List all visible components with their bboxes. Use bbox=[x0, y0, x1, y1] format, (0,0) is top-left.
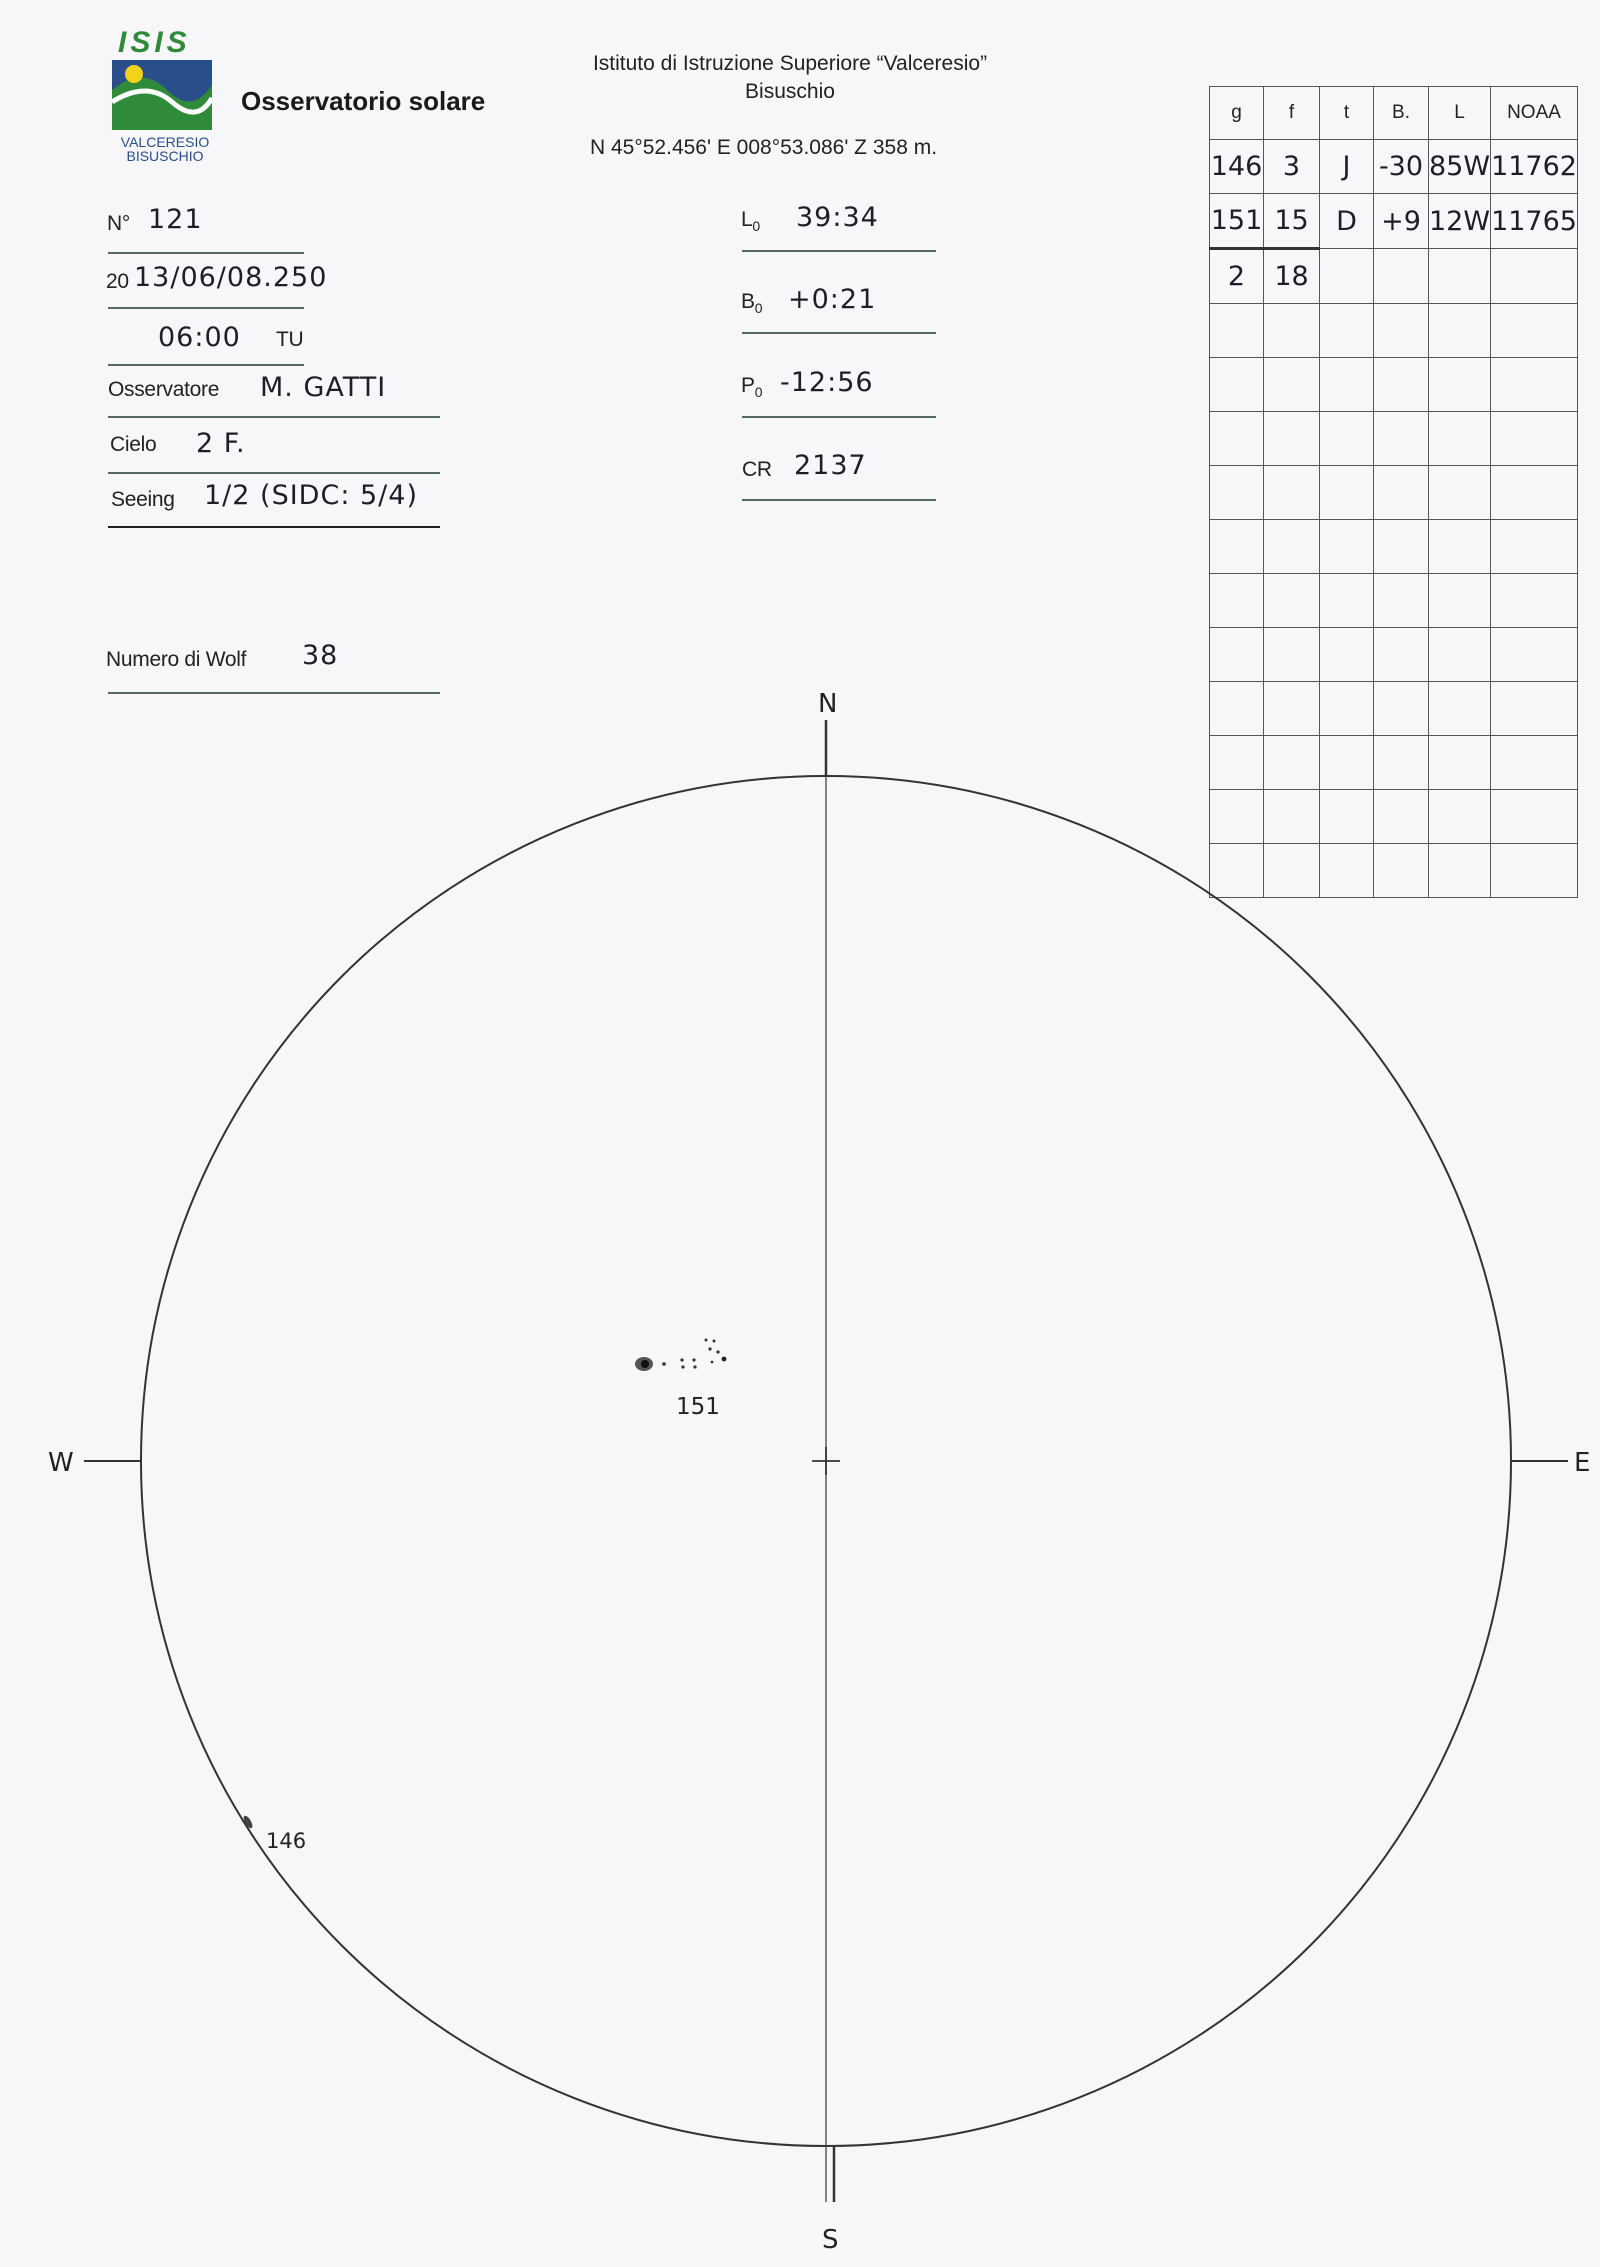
table-cell: 2 bbox=[1210, 249, 1264, 304]
table-cell: J bbox=[1320, 140, 1374, 194]
p0-letter: P bbox=[741, 374, 755, 397]
number-value: 121 bbox=[148, 204, 203, 235]
north-label: N bbox=[818, 689, 838, 719]
table-cell: -30 bbox=[1374, 140, 1429, 194]
time-unit: TU bbox=[276, 328, 304, 351]
sunspot-group-151 bbox=[635, 1339, 726, 1372]
table-cell: 151 bbox=[1210, 194, 1264, 249]
institute-town: Bisuschio bbox=[745, 80, 835, 103]
observatory-coordinates: N 45°52.456' E 008°53.086' Z 358 m. bbox=[590, 136, 938, 159]
carrington-label: CR bbox=[742, 458, 772, 481]
sunspot-pore bbox=[693, 1365, 696, 1368]
time-value: 06:00 bbox=[158, 322, 241, 353]
date-value: 13/06/08.250 bbox=[134, 262, 328, 293]
sky-value: 2 F. bbox=[196, 428, 246, 459]
table-cell: 18 bbox=[1264, 249, 1320, 304]
observer-label: Osservatore bbox=[108, 378, 220, 401]
table-header-cell: L bbox=[1429, 87, 1491, 140]
table-header-cell: NOAA bbox=[1491, 87, 1578, 140]
logo-caption-line1: VALCERESIO bbox=[120, 134, 210, 150]
table-cell: +9 bbox=[1374, 194, 1429, 249]
b0-subscript: 0 bbox=[754, 300, 763, 317]
observatory-title: Osservatorio solare bbox=[241, 86, 486, 116]
table-cell: D bbox=[1320, 194, 1374, 249]
south-label: S bbox=[822, 2225, 839, 2255]
sunspot-pore bbox=[722, 1357, 727, 1362]
seeing-value: 1/2 (SIDC: 5/4) bbox=[204, 480, 418, 511]
date-prefix: 20 bbox=[106, 270, 129, 293]
group-151-label: 151 bbox=[676, 1394, 720, 1420]
l0-value: 39:34 bbox=[796, 202, 879, 233]
sunspot-pore bbox=[713, 1340, 716, 1343]
p0-value: -12:56 bbox=[780, 367, 874, 398]
table-cell: 11765 bbox=[1491, 194, 1578, 249]
institute-name: Istituto di Istruzione Superiore “Valceresio” bbox=[592, 52, 988, 75]
table-header-cell: t bbox=[1320, 87, 1374, 140]
sunspot-pore bbox=[681, 1365, 684, 1368]
table-cell: 15 bbox=[1264, 194, 1320, 249]
sunspot-pore bbox=[662, 1362, 666, 1366]
east-label: E bbox=[1574, 1448, 1591, 1478]
table-cell: 85W bbox=[1429, 140, 1491, 194]
sunspot-pore bbox=[711, 1361, 714, 1364]
table-header-cell: B. bbox=[1374, 87, 1429, 140]
sunspot-umbra bbox=[641, 1360, 649, 1368]
table-cell: 11762 bbox=[1491, 140, 1578, 194]
seeing-label: Seeing bbox=[111, 488, 175, 511]
p0-subscript: 0 bbox=[754, 384, 763, 401]
table-cell: 146 bbox=[1210, 140, 1264, 194]
wolf-number-value: 38 bbox=[302, 640, 339, 671]
west-label: W bbox=[48, 1448, 74, 1478]
table-header-cell: g bbox=[1210, 87, 1264, 140]
l0-letter: L bbox=[741, 208, 753, 231]
number-label: N° bbox=[107, 212, 130, 235]
group-146-label: 146 bbox=[266, 1829, 307, 1853]
table-cell: 3 bbox=[1264, 140, 1320, 194]
sunspot-pore bbox=[716, 1350, 719, 1353]
sunspot-pore bbox=[708, 1347, 711, 1350]
table-header-cell: f bbox=[1264, 87, 1320, 140]
sunspot-pore bbox=[705, 1339, 708, 1342]
sky-label: Cielo bbox=[110, 433, 157, 456]
sunspot-pore bbox=[680, 1358, 683, 1361]
b0-letter: B bbox=[741, 290, 755, 313]
l0-subscript: 0 bbox=[752, 218, 760, 235]
logo-brand-text: ISIS bbox=[118, 26, 191, 59]
sunspot-pore bbox=[692, 1358, 695, 1361]
logo-caption-line2: BISUSCHIO bbox=[126, 148, 204, 164]
wolf-number-label: Numero di Wolf bbox=[106, 648, 247, 671]
observer-value: M. GATTI bbox=[260, 372, 387, 403]
b0-value: +0:21 bbox=[788, 284, 877, 315]
carrington-value: 2137 bbox=[794, 450, 867, 481]
table-cell: 12W bbox=[1429, 194, 1491, 249]
